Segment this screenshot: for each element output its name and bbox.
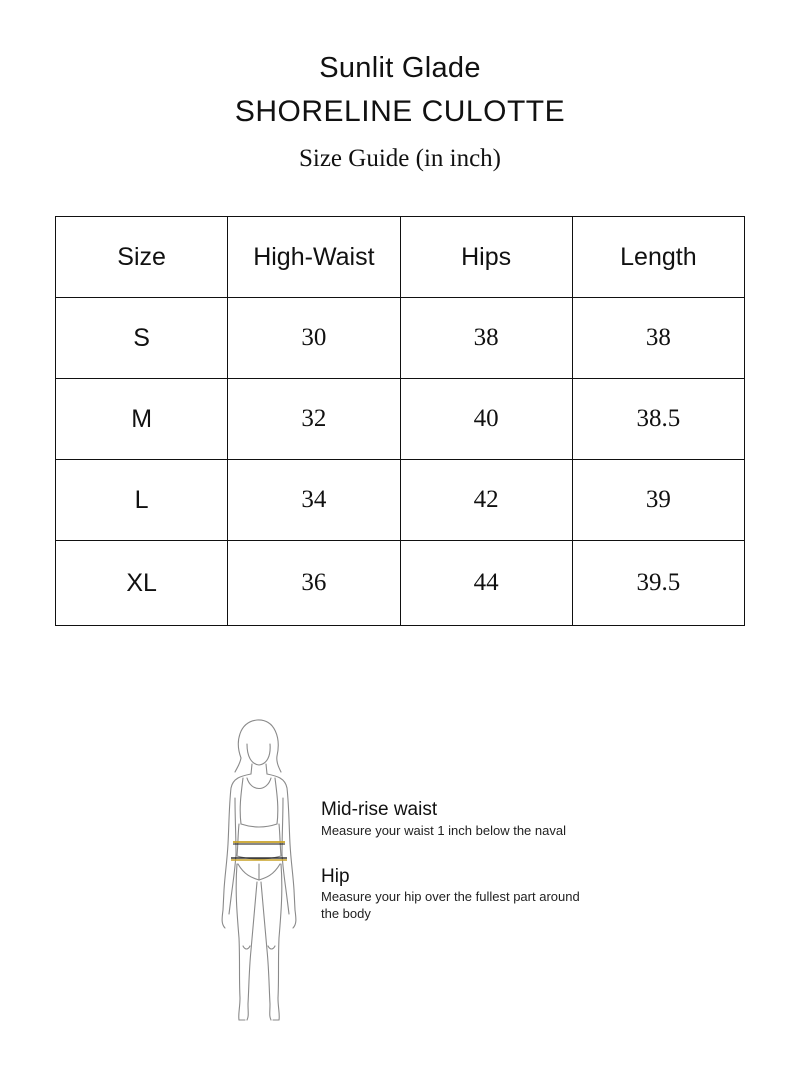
header-hips: Hips <box>400 217 572 298</box>
size-table <box>55 216 745 626</box>
high-waist-cell: 32 <box>228 379 400 460</box>
table-row <box>56 298 745 379</box>
waist-note-text: Measure your waist 1 inch below the naval <box>321 823 566 838</box>
header-length: Length <box>572 217 744 298</box>
table-row <box>56 541 745 626</box>
hips-cell: 42 <box>400 460 572 541</box>
table-header-row <box>56 217 745 298</box>
waist-note-title: Mid-rise waist <box>321 799 438 820</box>
length-cell: 38 <box>572 298 744 379</box>
table-row <box>56 460 745 541</box>
size-guide-subtitle: Size Guide (in inch) <box>298 145 502 172</box>
high-waist-cell: 30 <box>228 298 400 379</box>
hips-cell: 40 <box>400 379 572 460</box>
hip-note-title: Hip <box>321 866 350 887</box>
length-cell: 39 <box>572 460 744 541</box>
hips-cell: 38 <box>400 298 572 379</box>
length-cell: 38.5 <box>572 379 744 460</box>
size-cell: XL <box>56 541 228 626</box>
header-high-waist: High-Waist <box>228 217 400 298</box>
size-cell: S <box>56 298 228 379</box>
high-waist-cell: 34 <box>228 460 400 541</box>
body-figure-illustration <box>205 714 315 1029</box>
size-cell: L <box>56 460 228 541</box>
brand-name: Sunlit Glade <box>319 52 481 84</box>
hip-note-text: Measure your hip over the fullest part around the body <box>321 889 580 921</box>
table-row <box>56 379 745 460</box>
length-cell: 39.5 <box>572 541 744 626</box>
header-size: Size <box>56 217 228 298</box>
high-waist-cell: 36 <box>228 541 400 626</box>
hips-cell: 44 <box>400 541 572 626</box>
product-name: SHORELINE CULOTTE <box>234 95 566 128</box>
size-cell: M <box>56 379 228 460</box>
